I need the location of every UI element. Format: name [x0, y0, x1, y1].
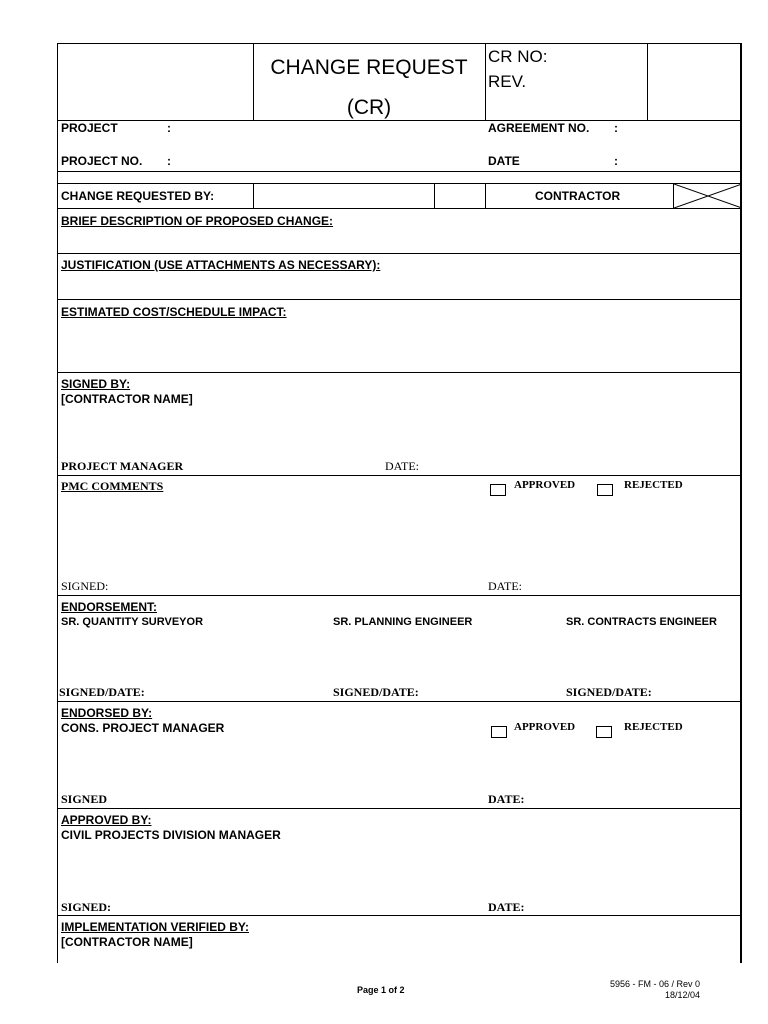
project-no-colon: :	[167, 154, 171, 168]
justification-heading: JUSTIFICATION (USE ATTACHMENTS AS NECESSARY):	[61, 258, 381, 272]
endorsement-signed-date-3: SIGNED/DATE:	[566, 685, 652, 699]
row-divider	[57, 475, 742, 476]
form-title-line1: CHANGE REQUEST	[270, 56, 468, 79]
endorsed-rejected-label: REJECTED	[624, 721, 683, 733]
pmc-comments-heading: PMC COMMENTS	[61, 479, 164, 493]
date-colon: :	[614, 154, 618, 168]
row-divider	[57, 701, 742, 702]
rev-label: REV.	[488, 72, 527, 91]
row-divider	[57, 183, 742, 184]
endorsed-signed-label: SIGNED	[61, 792, 108, 806]
form-title	[255, 54, 483, 121]
endorsed-rejected-checkbox[interactable]	[596, 726, 612, 738]
implementation-contractor-name: [CONTRACTOR NAME]	[61, 935, 193, 949]
contractor-label: CONTRACTOR	[535, 189, 621, 203]
endorsement-signed-date-2: SIGNED/DATE:	[333, 685, 419, 699]
form-border-left	[57, 43, 58, 963]
endorsement-role-contracts-engineer: SR. CONTRACTS ENGINEER	[566, 616, 717, 628]
header-divider	[253, 43, 254, 120]
form-border-right	[740, 43, 742, 963]
endorsement-role-quantity-surveyor: SR. QUANTITY SURVEYOR	[61, 616, 204, 628]
pmc-rejected-label: REJECTED	[624, 479, 683, 491]
cell-divider	[253, 183, 254, 208]
approved-date-label: DATE:	[488, 900, 525, 914]
cost-impact-heading: ESTIMATED COST/SCHEDULE IMPACT:	[61, 305, 287, 319]
pmc-approved-label: APPROVED	[514, 479, 576, 491]
header-divider	[647, 43, 648, 120]
signed-by-heading: SIGNED BY:	[61, 377, 131, 391]
pmc-signed-label: SIGNED:	[61, 579, 109, 593]
implementation-heading: IMPLEMENTATION VERIFIED BY:	[61, 920, 249, 934]
signed-by-contractor-name: [CONTRACTOR NAME]	[61, 392, 193, 406]
page-number: Page 1 of 2	[357, 985, 405, 995]
endorsed-date-label: DATE:	[488, 792, 525, 806]
form-number: 5956 - FM - 06 / Rev 0	[609, 979, 700, 989]
approved-by-role: CIVIL PROJECTS DIVISION MANAGER	[61, 828, 281, 842]
pmc-rejected-checkbox[interactable]	[597, 484, 613, 496]
project-colon: :	[167, 121, 171, 135]
agreement-no-label: AGREEMENT NO.	[488, 121, 590, 135]
agreement-no-colon: :	[614, 121, 618, 135]
endorsed-by-heading: ENDORSED BY:	[61, 706, 153, 720]
form-border-top	[57, 43, 742, 44]
endorsed-by-role: CONS. PROJECT MANAGER	[61, 721, 225, 735]
row-divider	[57, 299, 742, 300]
form-date: 18/12/04	[664, 990, 700, 1000]
row-divider	[57, 208, 742, 209]
signed-by-date-label: DATE:	[385, 459, 419, 473]
approved-by-heading: APPROVED BY:	[61, 813, 152, 827]
pmc-approved-checkbox[interactable]	[490, 484, 506, 496]
row-divider	[57, 808, 742, 809]
row-divider	[57, 595, 742, 596]
change-requested-by-label: CHANGE REQUESTED BY:	[61, 189, 215, 203]
header-divider	[485, 43, 486, 120]
date-label: DATE	[488, 154, 520, 168]
row-divider	[57, 171, 742, 172]
approved-signed-label: SIGNED:	[61, 900, 112, 914]
row-divider	[57, 915, 742, 916]
endorsement-role-planning-engineer: SR. PLANNING ENGINEER	[333, 616, 473, 628]
contractor-crossed-box	[674, 184, 742, 209]
project-manager-label: PROJECT MANAGER	[61, 459, 184, 473]
row-divider	[57, 372, 742, 373]
row-divider	[57, 253, 742, 254]
cell-divider	[434, 183, 435, 208]
cell-divider	[485, 183, 486, 208]
pmc-date-label: DATE:	[488, 579, 522, 593]
endorsement-signed-date-1: SIGNED/DATE:	[59, 685, 145, 699]
brief-description-heading: BRIEF DESCRIPTION OF PROPOSED CHANGE:	[61, 214, 334, 228]
endorsement-heading: ENDORSEMENT:	[61, 600, 158, 614]
form-title-line2: (CR)	[346, 96, 392, 119]
project-no-label: PROJECT NO.	[61, 154, 143, 168]
endorsed-approved-checkbox[interactable]	[491, 726, 507, 738]
cr-no-label: CR NO:	[488, 47, 548, 66]
endorsed-approved-label: APPROVED	[514, 721, 576, 733]
project-label: PROJECT	[61, 121, 118, 135]
